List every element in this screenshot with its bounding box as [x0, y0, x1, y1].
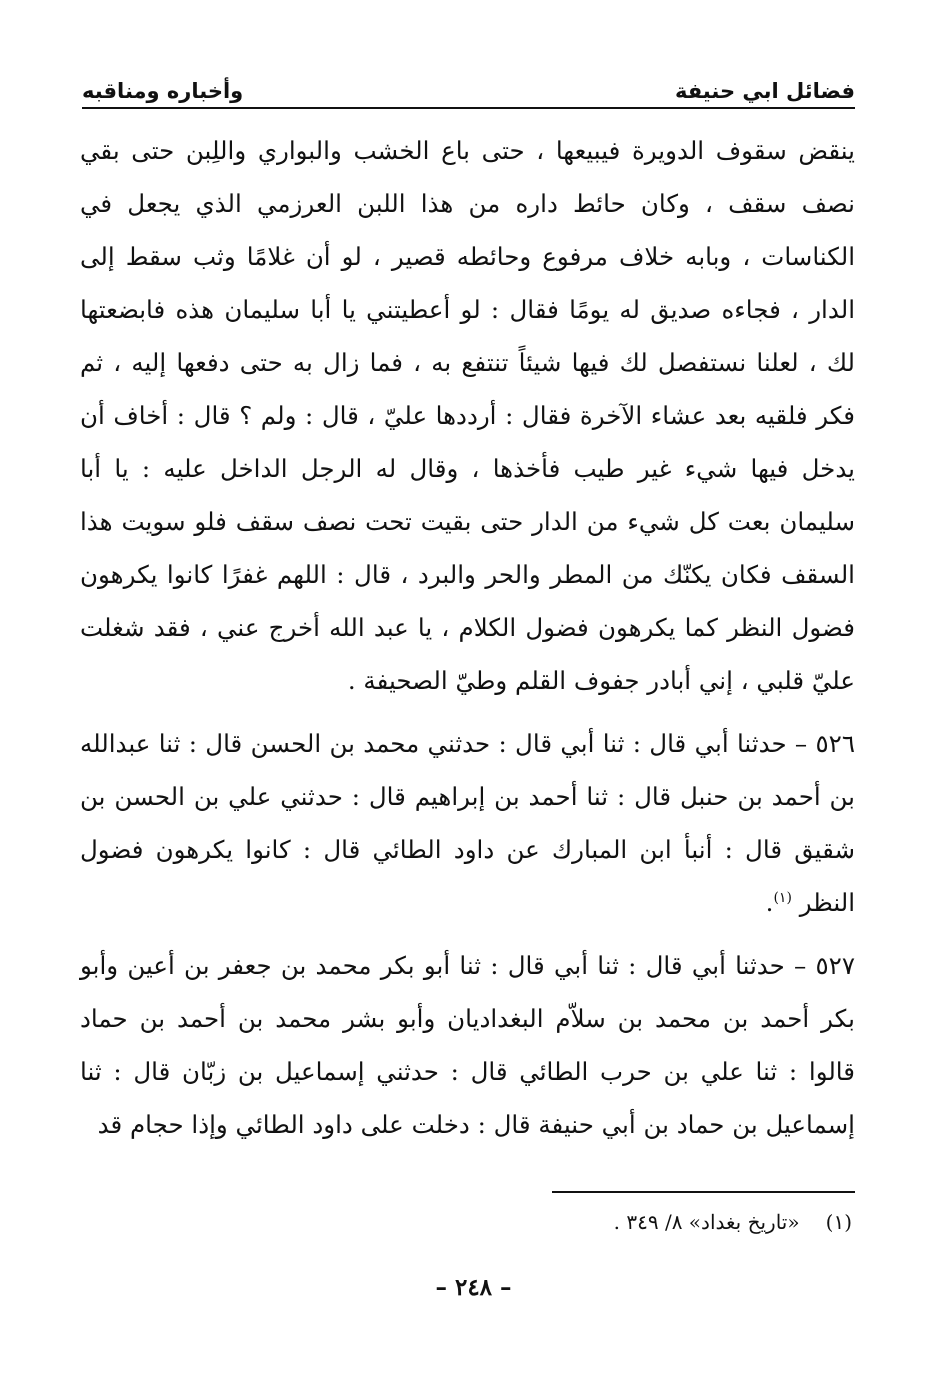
page-number: – ٢٤٨ – [435, 1274, 512, 1301]
body-text [80, 124, 855, 1151]
book-subtitle: وأخباره ومناقبه [82, 79, 244, 103]
paragraph-526: ٥٢٦ – حدثنا أبي قال : ثنا أبي قال : حدثني محمد بن الحسن قال : ثنا عبدالله بن أحمد بن حنبل قال : ثنا أحمد بن إبراهيم قال : حدثني علي بن الحسن بن شقيق قال : أنبأ ابن المبارك عن داود الطائي قال : كانوا يكرهون فضول النظر $^{(١)}$. [80, 729, 855, 917]
footnote-number: (١) [825, 1210, 852, 1234]
paragraph-526-text: ٥٢٦ – حدثنا أبي قال : ثنا أبي قال : حدثني محمد بن الحسن قال : ثنا عبدالله بن أحمد بن حنبل قال : ثنا أحمد بن إبراهيم قال : حدثني علي بن الحسن بن شقيق قال : أنبأ ابن المبارك عن داود الطائي قال : كانوا يكرهون فضول النظر [80, 729, 855, 917]
footnote [480, 1206, 852, 1238]
book-title: فضائل ابي حنيفة [674, 79, 855, 103]
header-rule [82, 107, 855, 109]
footnote-ref: (١) [773, 889, 792, 906]
running-header [82, 68, 855, 106]
footnote-text: «تاريخ بغداد» ٨/ ٣٤٩ . [613, 1210, 800, 1234]
paragraph-527: ٥٢٧ – حدثنا أبي قال : ثنا أبي قال : ثنا أبو بكر محمد بن جعفر بن أعين وأبو بكر أحمد بن محمد بن سلاّم البغداديان وأبو بشر محمد بن أحمد بن حماد قالوا : ثنا علي بن حرب الطائي قال : حدثني إسماعيل بن زبّان قال : ثنا إسماعيل بن حماد بن أبي حنيفة قال : دخلت على داود الطائي وإذا حجام قد [80, 951, 855, 1139]
footnote-rule [552, 1191, 855, 1193]
paragraph-continued: ينقض سقوف الدويرة فيبيعها ، حتى باع الخشب والبواري واللِبن حتى بقي نصف سقف ، وكان حائط داره من هذا اللبن العرزمي الذي يجعل في الكناسات ، وبابه خلاف مرفوع وحائطه قصير ، لو أن غلامًا وثب سقط إلى الدار ، فجاءه صديق له يومًا فقال : لو أعطيتني يا أبا سليمان هذه فابضعتها لك ، لعلنا نستفصل لك فيها شيئاً تنتفع به ، فما زال به حتى دفعها إليه ، ثم فكر فلقيه بعد عشاء الآخرة فقال : أرددها عليّ ، قال : ولم ؟ قال : أخاف أن يدخل فيها شيء غير طيب فأخذها ، وقال له الرجل الداخل عليه : يا أبا سليمان بعت كل شيء من الدار حتى بقيت تحت نصف سقف فلو سويت هذا السقف فكان يكنّك من المطر والحر والبرد ، قال : اللهم غفرًا كانوا يكرهون فضول النظر كما يكرهون فضول الكلام ، يا عبد الله أخرج عني ، فقد شغلت عليّ قلبي ، إني أبادر جفوف القلم وطيّ الصحيفة . [80, 136, 855, 695]
